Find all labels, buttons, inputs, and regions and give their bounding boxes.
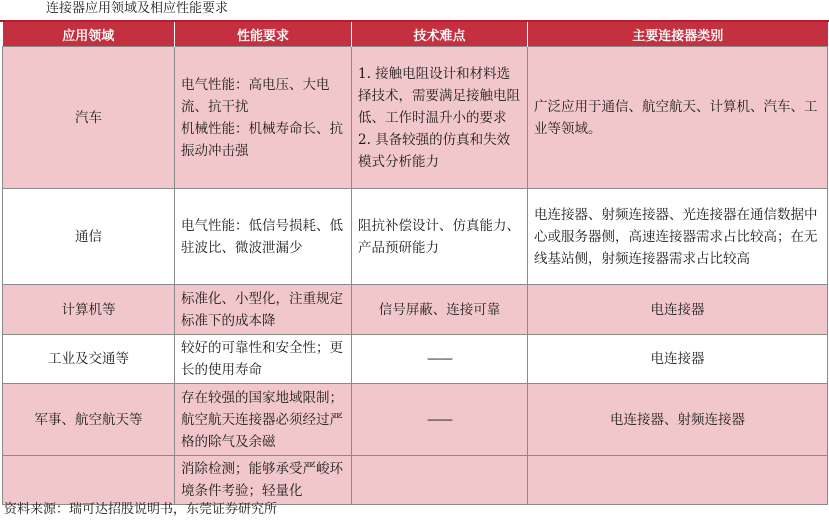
- table-row: [3, 189, 828, 285]
- connector-requirements-table: [2, 22, 828, 505]
- cell-difficulty: 信号屏蔽、连接可靠: [352, 285, 528, 335]
- cell-text: 1. 接触电阻设计和材料选择技术，需要满足接触电阻低、工作时温升小的要求 2. 具备较强的仿真和失效模式分析能力: [358, 65, 520, 170]
- header-difficulty: 技术难点: [352, 22, 528, 47]
- table-row: [3, 47, 828, 189]
- header-domain: 应用领域: [3, 22, 175, 47]
- cell-text: 电气性能：高电压、大电流、抗干扰 机械性能：机械寿命长、抗振动冲击强: [181, 76, 343, 159]
- cell-difficulty: [352, 47, 528, 189]
- table-row: [3, 456, 828, 505]
- cell-category: [528, 456, 828, 505]
- cell-category: 电连接器、射频连接器: [528, 384, 828, 456]
- header-category: 主要连接器类别: [528, 22, 828, 47]
- table-row: [3, 285, 828, 335]
- cell-domain: 军事、航空航天等: [3, 384, 175, 456]
- cell-difficulty: ——: [352, 335, 528, 384]
- cell-domain: 工业及交通等: [3, 335, 175, 384]
- cell-difficulty: [352, 456, 528, 505]
- cell-domain: [3, 456, 175, 505]
- cell-difficulty: 阻抗补偿设计、仿真能力、产品预研能力: [352, 189, 528, 285]
- cell-difficulty: ——: [352, 384, 528, 456]
- table-caption: 连接器应用领域及相应性能要求: [46, 1, 229, 16]
- cell-domain: 计算机等: [3, 285, 175, 335]
- cell-performance: 较好的可靠性和安全性；更长的使用寿命: [175, 335, 352, 384]
- table-header-row: [3, 22, 828, 47]
- table-row: [3, 384, 828, 456]
- cell-category: 电连接器: [528, 285, 828, 335]
- cell-category: 电连接器、射频连接器、光连接器在通信数据中心或服务器侧，高速连接器需求占比较高；在无线基站侧，射频连接器需求占比较高: [528, 189, 828, 285]
- cell-performance: 存在较强的国家地域限制；航空航天连接器必须经过严格的除气及余磁: [175, 384, 352, 456]
- cell-performance: 消除检测；能够承受严峻环境条件考验；轻量化: [175, 456, 352, 505]
- cell-domain: 汽车: [3, 47, 175, 189]
- cell-performance: [175, 47, 352, 189]
- cell-category: 电连接器: [528, 335, 828, 384]
- source-note: 资料来源：瑞可达招股说明书，东莞证券研究所: [4, 502, 278, 517]
- cell-performance: 电气性能：低信号损耗、低驻波比、微波泄漏少: [175, 189, 352, 285]
- table-row: [3, 335, 828, 384]
- cell-category: 广泛应用于通信、航空航天、计算机、汽车、工业等领域。: [528, 47, 828, 189]
- header-performance: 性能要求: [175, 22, 352, 47]
- cell-performance: 标准化、小型化，注重规定标准下的成本降: [175, 285, 352, 335]
- cell-domain: 通信: [3, 189, 175, 285]
